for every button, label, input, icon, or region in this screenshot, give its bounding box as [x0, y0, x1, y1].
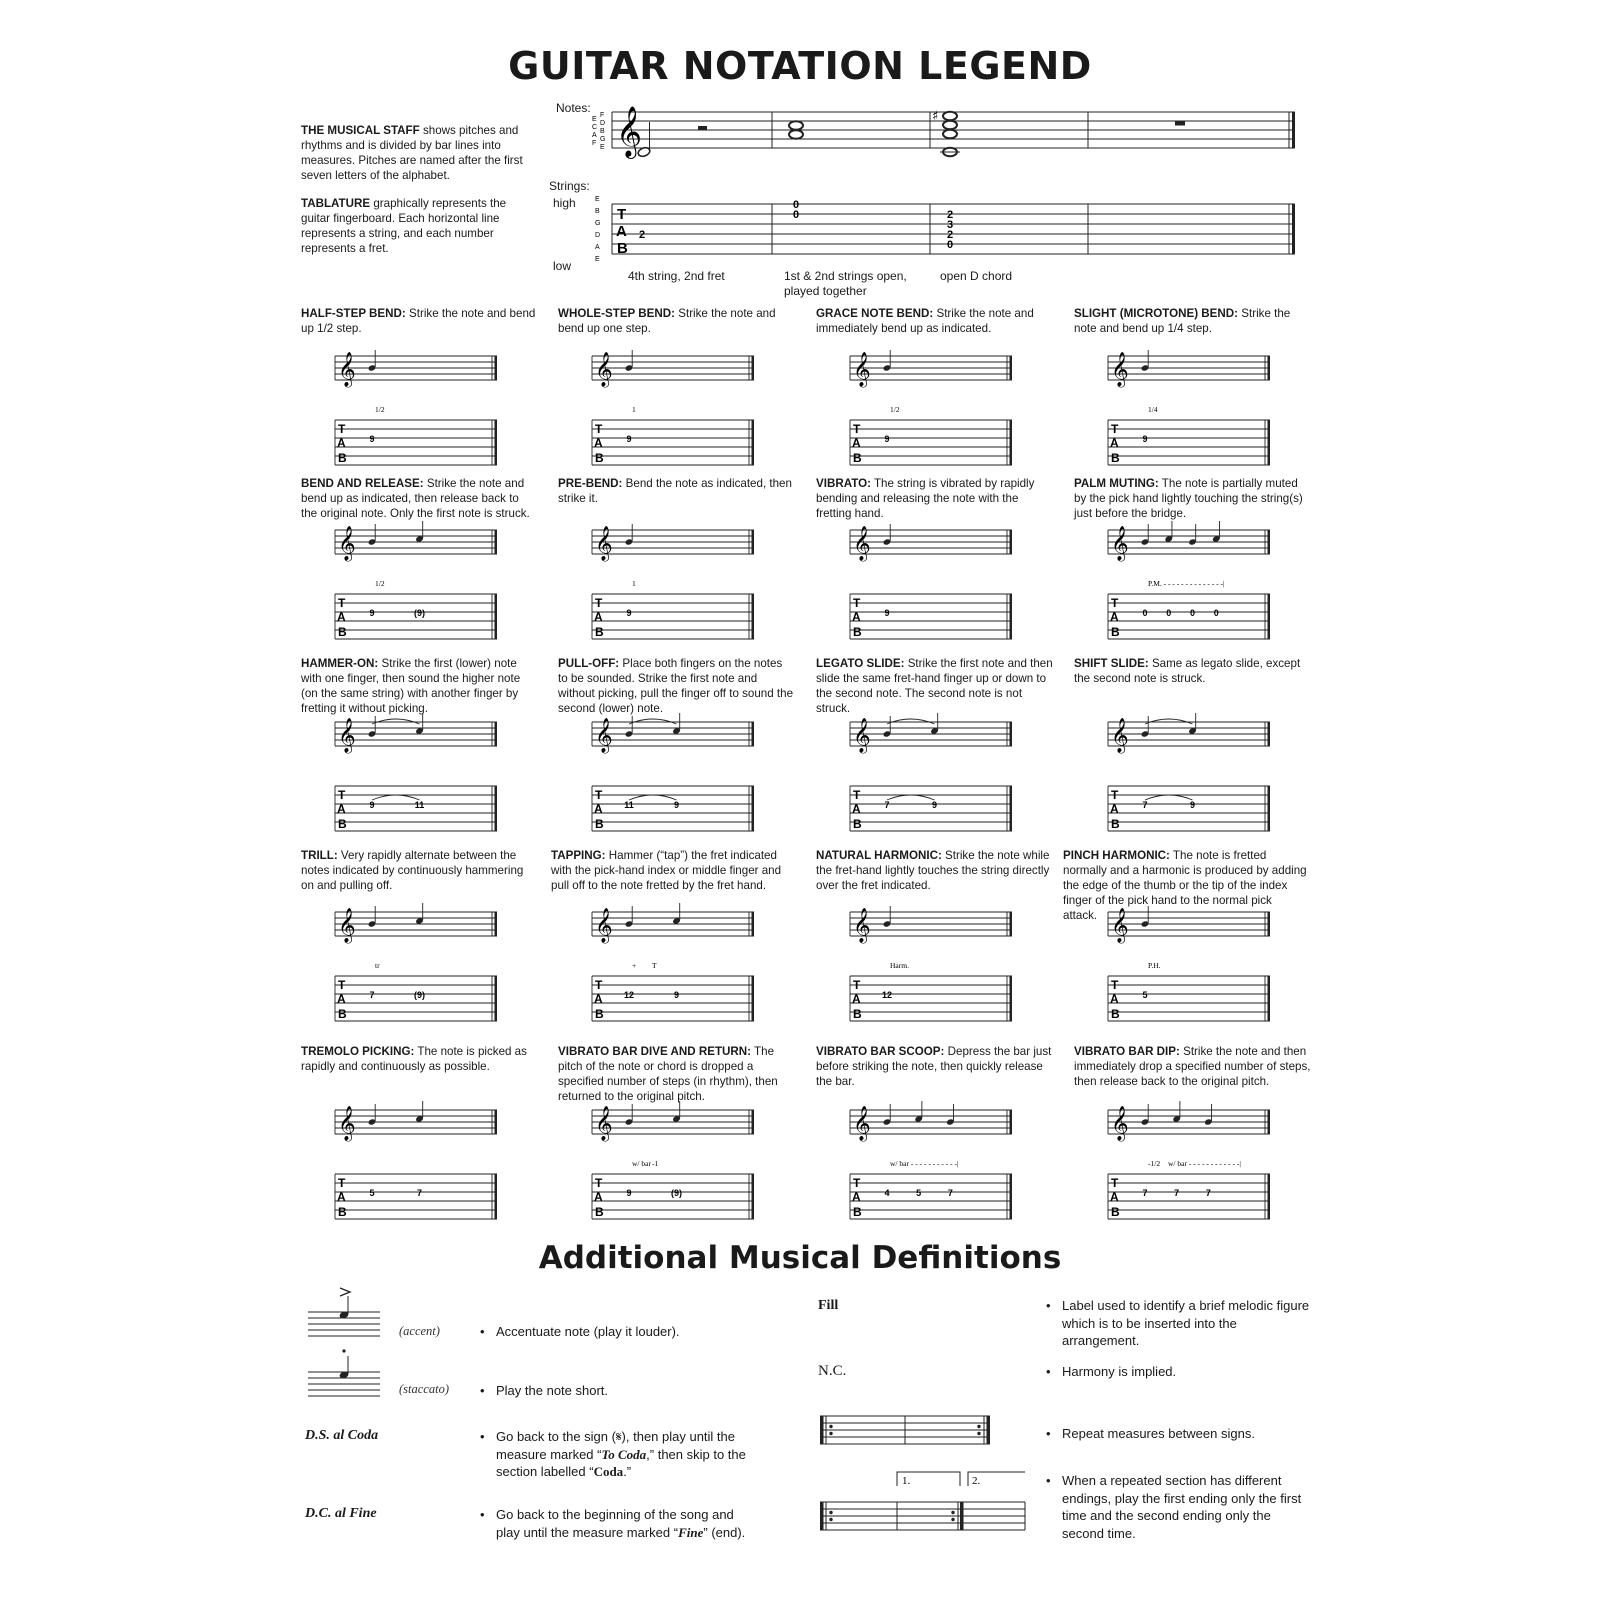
technique-term: LEGATO SLIDE:	[816, 657, 905, 670]
technique-mark: w/ bar - - - - - - - - - - -|	[890, 1159, 959, 1168]
svg-text:A: A	[594, 992, 603, 1006]
treble-clef-icon: 𝄞	[1111, 908, 1129, 943]
tab-number: 0	[946, 239, 954, 251]
svg-text:T: T	[338, 596, 346, 610]
technique-term: SHIFT SLIDE:	[1074, 657, 1149, 670]
technique-diagram	[850, 346, 1020, 476]
svg-text:C: C	[592, 124, 598, 131]
treble-clef-icon: 𝄞	[1111, 352, 1129, 387]
technique-mark: 1/2	[375, 579, 385, 588]
technique-mark: w/ bar - - - - - - - - - - - -|	[1168, 1159, 1241, 1168]
svg-text:T: T	[853, 788, 861, 802]
ds-al-coda-definition: • Go back to the sign (𝄋), then play until the measure marked “To Coda,” then skip to the section labelled “Coda.”	[480, 1429, 746, 1479]
technique-mark: 1	[632, 579, 636, 588]
svg-text:G: G	[595, 220, 601, 227]
svg-text:A: A	[594, 436, 603, 450]
technique-term: PINCH HARMONIC:	[1063, 849, 1170, 862]
technique-mark: -1	[652, 1159, 659, 1168]
accent-definition: • Accentuate note (play it louder).	[480, 1324, 680, 1339]
technique-diagram	[850, 520, 1020, 650]
technique-mark: 1/2	[375, 405, 385, 414]
svg-text:T: T	[1111, 978, 1119, 992]
svg-text:T: T	[1111, 788, 1119, 802]
svg-text:B: B	[853, 1205, 862, 1219]
technique-term: VIBRATO BAR SCOOP:	[816, 1045, 945, 1058]
technique-description: SHIFT SLIDE: Same as legato slide, except the second note is struck.	[1074, 657, 1301, 685]
svg-text:B: B	[595, 208, 600, 215]
svg-text:B: B	[338, 451, 347, 465]
technique-description: SLIGHT (MICROTONE) BEND: Strike the note and bend up 1/4 step.	[1074, 307, 1291, 335]
tab-number: 9	[369, 434, 375, 444]
svg-text:E: E	[595, 256, 600, 263]
tab-number: 5	[369, 1188, 375, 1198]
technique-description: VIBRATO: The string is vibrated by rapidly bending and releasing the note with the fretting hand.	[816, 477, 1035, 520]
technique-description: WHOLE-STEP BEND: Strike the note and bend up one step.	[558, 307, 776, 335]
treble-clef-icon: 𝄞	[1111, 1106, 1129, 1141]
treble-clef-icon: 𝄞	[338, 1106, 356, 1141]
sharp-icon: ♯	[932, 109, 939, 124]
dc-al-fine-definition: • Go back to the beginning of the song and play until the measure marked “Fine” (end).	[480, 1507, 746, 1540]
svg-text:D: D	[595, 232, 601, 239]
svg-text:B: B	[338, 817, 347, 831]
svg-text:A: A	[337, 1190, 346, 1204]
svg-text:B: B	[853, 1007, 862, 1021]
svg-text:A: A	[616, 223, 627, 240]
tab-number: 2	[946, 209, 954, 221]
endings-definition: • When a repeated section has different endings, play the first ending only the first time and the second ending only the second time.	[1046, 1473, 1302, 1541]
technique-diagram	[592, 1100, 762, 1230]
svg-text:B: B	[595, 1205, 604, 1219]
svg-text:A: A	[852, 802, 861, 816]
tab-number: 2	[946, 229, 954, 241]
svg-text:E: E	[600, 144, 605, 151]
treble-clef-icon: 𝄞	[853, 718, 871, 753]
svg-text:T: T	[595, 978, 603, 992]
technique-description: LEGATO SLIDE: Strike the first note and then slide the same fret-hand finger up or down to the second note. The second note is not struck.	[816, 657, 1053, 715]
staccato-definition: • Play the note short.	[480, 1383, 609, 1398]
dc-al-fine-label: D.C. al Fine	[305, 1506, 377, 1521]
svg-text:T: T	[853, 422, 861, 436]
caption-4th-string: 4th string, 2nd fret	[628, 269, 725, 283]
tab-number: 7	[947, 1188, 953, 1198]
technique-diagram	[335, 520, 505, 650]
tab-number: (9)	[414, 990, 425, 1000]
technique-mark: w/ bar	[632, 1159, 651, 1168]
technique-description: VIBRATO BAR SCOOP: Depress the bar just before striking the note, then quickly release the bar.	[816, 1045, 1052, 1088]
svg-text:B: B	[600, 128, 605, 135]
svg-text:T: T	[338, 422, 346, 436]
treble-clef-icon: 𝄞	[1111, 526, 1129, 561]
treble-clef-icon: 𝄞	[853, 526, 871, 561]
svg-text:B: B	[1111, 817, 1120, 831]
technique-diagram	[850, 712, 1020, 842]
treble-clef-icon: 𝄞	[338, 908, 356, 943]
nc-definition: • Harmony is implied.	[1046, 1364, 1177, 1379]
repeat-definition: • Repeat measures between signs.	[1046, 1426, 1255, 1441]
svg-text:A: A	[1110, 802, 1119, 816]
svg-text:F: F	[592, 140, 597, 147]
technique-diagram	[850, 1100, 1020, 1230]
technique-term: TREMOLO PICKING:	[301, 1045, 415, 1058]
tab-number: 9	[884, 608, 890, 618]
tab-number: 4	[884, 1188, 890, 1198]
svg-text:B: B	[595, 817, 604, 831]
tab-number: 7	[1142, 800, 1148, 810]
treble-clef-icon: 𝄞	[595, 352, 613, 387]
tab-number: 7	[884, 800, 890, 810]
strings-label: Strings:	[549, 179, 590, 193]
technique-mark: -1/2	[1148, 1159, 1161, 1168]
technique-term: TRILL:	[301, 849, 338, 862]
technique-term: SLIGHT (MICROTONE) BEND:	[1074, 307, 1239, 320]
svg-text:A: A	[594, 802, 603, 816]
treble-clef-icon: 𝄞	[595, 908, 613, 943]
svg-text:B: B	[595, 451, 604, 465]
svg-text:A: A	[1110, 610, 1119, 624]
tab-number: 3	[946, 219, 954, 231]
tab-number: (9)	[414, 608, 425, 618]
technique-description: HAMMER-ON: Strike the first (lower) note with one finger, then sound the higher note (on the same string) with another finger by fretting it without picking.	[301, 657, 521, 715]
svg-text:A: A	[592, 132, 597, 139]
svg-text:T: T	[338, 978, 346, 992]
technique-mark: P.M. - - - - - - - - - - - - - -|	[1148, 579, 1225, 588]
technique-description: TAPPING: Hammer (“tap”) the fret indicated with the pick-hand index or middle finger and pull off to the note fretted by the fret hand.	[551, 849, 782, 892]
svg-text:G: G	[600, 136, 606, 143]
technique-mark: 1/4	[1148, 405, 1158, 414]
accent-symbol	[308, 1292, 384, 1342]
notes-label: Notes:	[556, 101, 591, 115]
svg-text:A: A	[852, 610, 861, 624]
page-title: GUITAR NOTATION LEGEND	[508, 44, 1092, 88]
technique-diagram	[335, 1100, 505, 1230]
low-label: low	[553, 259, 572, 273]
treble-clef-icon: 𝄞	[338, 718, 356, 753]
technique-term: WHOLE-STEP BEND:	[558, 307, 676, 320]
tab-number: 0	[1142, 608, 1148, 618]
tab-number: 12	[881, 990, 893, 1000]
svg-text:A: A	[852, 992, 861, 1006]
technique-diagram	[335, 712, 505, 842]
svg-text:A: A	[1110, 1190, 1119, 1204]
technique-term: HALF-STEP BEND:	[301, 307, 406, 320]
technique-description: PINCH HARMONIC: The note is fretted normally and a harmonic is produced by adding the edge of the thumb or the tip of the index finger of the pick hand to the normal pick attack.	[1063, 849, 1307, 922]
svg-text:T: T	[338, 788, 346, 802]
accent-name: (accent)	[399, 1324, 440, 1338]
tab-number: 9	[369, 608, 375, 618]
svg-text:A: A	[337, 436, 346, 450]
technique-mark: +	[632, 961, 637, 970]
tab-number: 0	[1166, 608, 1172, 618]
tab-number: 7	[1142, 1188, 1148, 1198]
svg-text:T: T	[595, 422, 603, 436]
tab-number: 0	[792, 209, 800, 221]
svg-text:T: T	[1111, 1176, 1119, 1190]
treble-clef-icon: 𝄞	[595, 526, 613, 561]
treble-clef-icon: 𝄞	[616, 106, 643, 157]
tab-number: 7	[1174, 1188, 1180, 1198]
tab-number: 9	[626, 608, 632, 618]
technique-term: PALM MUTING:	[1074, 477, 1159, 490]
staccato-name: (staccato)	[399, 1382, 449, 1396]
technique-description: GRACE NOTE BEND: Strike the note and immediately bend up as indicated.	[816, 307, 1034, 335]
technique-mark: Harm.	[890, 961, 909, 970]
svg-text:B: B	[853, 451, 862, 465]
svg-text:B: B	[1111, 625, 1120, 639]
ending-2-label: 2.	[972, 1475, 981, 1487]
technique-term: GRACE NOTE BEND:	[816, 307, 934, 320]
tablature-description: TABLATURE graphically represents the guitar fingerboard. Each horizontal line represents a string, and each number represents a fret.	[301, 197, 507, 255]
caption-open-d: open D chord	[940, 269, 1013, 283]
svg-text:B: B	[595, 625, 604, 639]
tab-number: 9	[1189, 800, 1196, 810]
endings-symbol	[820, 1470, 1030, 1540]
svg-text:A: A	[852, 1190, 861, 1204]
technique-term: PRE-BEND:	[558, 477, 623, 490]
technique-term: TAPPING:	[551, 849, 606, 862]
treble-clef-icon: 𝄞	[853, 1106, 871, 1141]
technique-mark: tr	[375, 961, 380, 970]
technique-term: VIBRATO BAR DIP:	[1074, 1045, 1180, 1058]
technique-term: VIBRATO BAR DIVE AND RETURN:	[558, 1045, 752, 1058]
staff-description: THE MUSICAL STAFF shows pitches and rhythms and is divided by bar lines into measures. Pitches are named after the first seven letters of the alphabet.	[301, 124, 523, 182]
treble-clef-icon: 𝄞	[595, 718, 613, 753]
technique-description: VIBRATO BAR DIP: Strike the note and then immediately drop a specified number of steps, then release back to the original pitch.	[1074, 1045, 1311, 1088]
treble-clef-icon: 𝄞	[338, 526, 356, 561]
technique-diagram	[1108, 712, 1278, 842]
svg-text:T: T	[595, 596, 603, 610]
tab-number: 9	[626, 434, 632, 444]
svg-text:B: B	[1111, 451, 1120, 465]
technique-term: VIBRATO:	[816, 477, 871, 490]
caption-open-strings: 1st & 2nd strings open, played together	[784, 269, 907, 298]
svg-text:A: A	[595, 244, 600, 251]
tab-number: 11	[414, 800, 425, 810]
technique-description: PRE-BEND: Bend the note as indicated, then strike it.	[558, 477, 792, 505]
tab-number: 0	[1213, 608, 1219, 618]
technique-mark: P.H.	[1148, 961, 1161, 970]
technique-description: TREMOLO PICKING: The note is picked as rapidly and continuously as possible.	[301, 1045, 527, 1073]
svg-text:F: F	[600, 112, 605, 119]
technique-diagram	[592, 712, 762, 842]
svg-text:B: B	[853, 625, 862, 639]
technique-term: HAMMER-ON:	[301, 657, 379, 670]
svg-text:A: A	[594, 1190, 603, 1204]
repeat-signs-symbol	[820, 1414, 992, 1446]
tab-number: 9	[931, 800, 938, 810]
tab-number: 0	[792, 199, 800, 211]
svg-text:T: T	[595, 788, 603, 802]
svg-text:E: E	[595, 196, 600, 203]
technique-diagram	[1108, 520, 1278, 650]
tab-number: 12	[623, 990, 635, 1000]
technique-diagram	[1108, 1100, 1278, 1230]
technique-description: BEND AND RELEASE: Strike the note and bend up as indicated, then release back to the original note. Only the first note is struck.	[301, 477, 530, 520]
technique-term: BEND AND RELEASE:	[301, 477, 424, 490]
svg-text:T: T	[853, 596, 861, 610]
technique-description: NATURAL HARMONIC: Strike the note while the fret-hand lightly touches the string directly over the fret indicated.	[816, 849, 1050, 892]
svg-text:B: B	[595, 1007, 604, 1021]
svg-text:A: A	[337, 992, 346, 1006]
svg-text:A: A	[852, 436, 861, 450]
high-label: high	[553, 196, 576, 210]
svg-text:T: T	[595, 1176, 603, 1190]
technique-diagram	[335, 902, 505, 1032]
tab-number: 9	[626, 1188, 632, 1198]
treble-clef-icon: 𝄞	[853, 908, 871, 943]
treble-clef-icon: 𝄞	[853, 352, 871, 387]
treble-clef-icon: 𝄞	[1111, 718, 1129, 753]
svg-text:B: B	[853, 817, 862, 831]
tab-number: 7	[369, 990, 375, 1000]
svg-text:B: B	[1111, 1205, 1120, 1219]
staccato-symbol	[308, 1352, 384, 1402]
svg-text:B: B	[617, 240, 628, 257]
svg-text:B: B	[338, 1205, 347, 1219]
svg-text:A: A	[594, 610, 603, 624]
technique-diagram	[592, 902, 762, 1032]
nc-label: N.C.	[818, 1363, 847, 1379]
treble-clef-icon: 𝄞	[595, 1106, 613, 1141]
svg-text:A: A	[1110, 992, 1119, 1006]
technique-description: VIBRATO BAR DIVE AND RETURN: The pitch of the note or chord is dropped a specified number of steps (in rhythm), then returned to the original pitch.	[558, 1045, 778, 1103]
tab-number: 7	[416, 1188, 423, 1198]
tab-number: 0	[1189, 608, 1196, 618]
tab-number: 2	[638, 229, 646, 241]
technique-diagram	[335, 346, 505, 476]
svg-text:D: D	[600, 120, 606, 127]
tab-number: 7	[1205, 1188, 1211, 1198]
additional-title: Additional Musical Definitions	[538, 1240, 1062, 1276]
svg-text:T: T	[853, 1176, 861, 1190]
technique-description: HALF-STEP BEND: Strike the note and bend up 1/2 step.	[301, 307, 536, 335]
tab-number: 5	[916, 1188, 922, 1198]
technique-diagram	[1108, 902, 1278, 1032]
technique-mark: T	[652, 961, 657, 970]
fill-label: Fill	[818, 1298, 839, 1313]
tab-number: 9	[884, 434, 890, 444]
tab-number: 9	[369, 800, 375, 810]
tab-number: 9	[673, 800, 680, 810]
svg-text:B: B	[338, 1007, 347, 1021]
svg-text:A: A	[337, 802, 346, 816]
technique-description: TRILL: Very rapidly alternate between the notes indicated by continuously hammering on and pulling off.	[301, 849, 524, 892]
technique-diagram	[592, 346, 762, 476]
svg-text:A: A	[337, 610, 346, 624]
svg-text:T: T	[1111, 422, 1119, 436]
tab-number: (9)	[671, 1188, 682, 1198]
svg-text:B: B	[338, 625, 347, 639]
tab-number: 11	[624, 800, 634, 810]
svg-text:A: A	[1110, 436, 1119, 450]
technique-mark: 1	[632, 405, 636, 414]
technique-diagram	[592, 520, 762, 650]
ending-1-label: 1.	[902, 1475, 911, 1487]
tab-number: 5	[1142, 990, 1148, 1000]
svg-text:T: T	[853, 978, 861, 992]
tab-number: 9	[1142, 434, 1148, 444]
technique-description: PALM MUTING: The note is partially muted by the pick hand lightly touching the string(s) just before the bridge.	[1074, 477, 1303, 520]
technique-diagram	[850, 902, 1020, 1032]
ds-al-coda-label: D.S. al Coda	[305, 1428, 379, 1443]
svg-text:E: E	[592, 116, 597, 123]
tab-number: 9	[673, 990, 680, 1000]
technique-mark: 1/2	[890, 405, 900, 414]
technique-description: PULL-OFF: Place both fingers on the notes to be sounded. Strike the first note and without picking, pull the finger off to sound the second (lower) note.	[558, 657, 794, 715]
treble-clef-icon: 𝄞	[338, 352, 356, 387]
technique-term: NATURAL HARMONIC:	[816, 849, 942, 862]
svg-text:T: T	[338, 1176, 346, 1190]
fill-definition: • Label used to identify a brief melodic figure which is to be inserted into the arrangement.	[1046, 1298, 1310, 1348]
svg-text:T: T	[1111, 596, 1119, 610]
svg-text:B: B	[1111, 1007, 1120, 1021]
svg-text:T: T	[617, 206, 627, 223]
technique-diagram	[1108, 346, 1278, 476]
technique-term: PULL-OFF:	[558, 657, 620, 670]
